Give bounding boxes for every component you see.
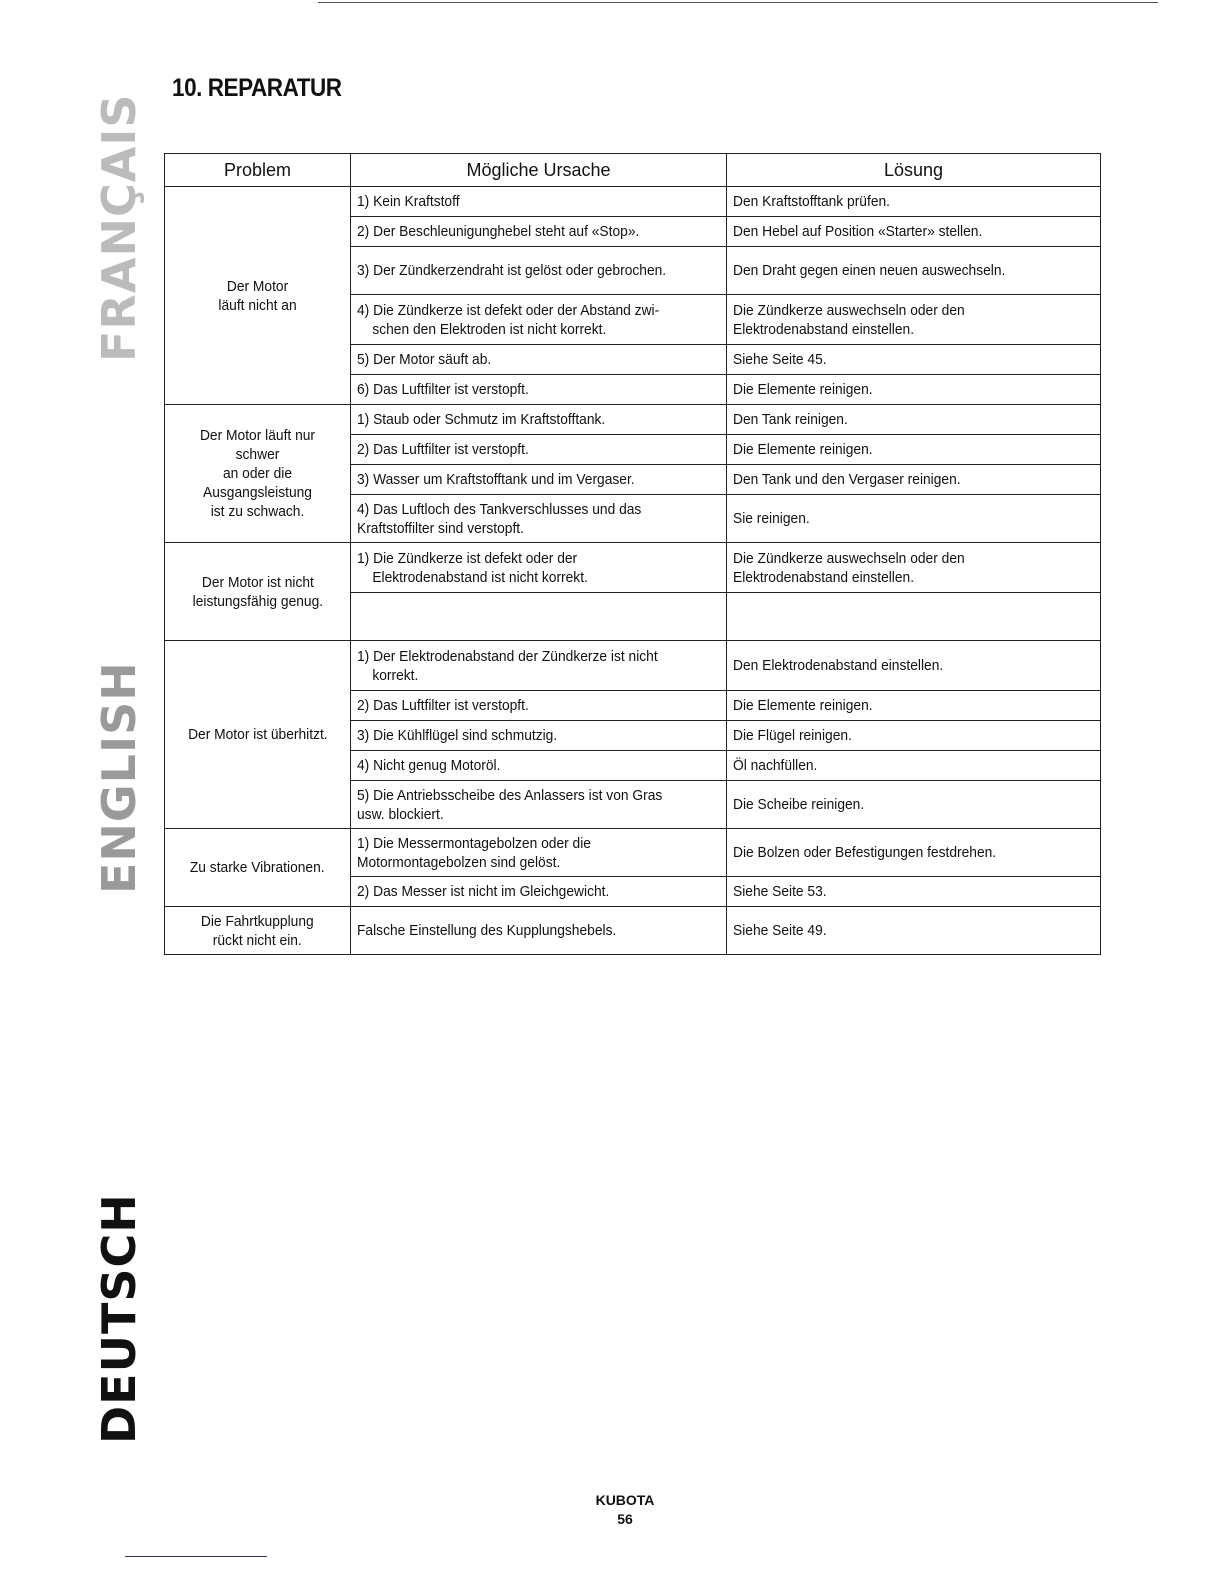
cell-text: Die Flügel reinigen. — [733, 727, 852, 744]
header-problem: Problem — [165, 154, 351, 187]
cell-text: Öl nachfüllen. — [733, 757, 818, 774]
solution-cell — [727, 295, 1101, 345]
solution-cell — [727, 345, 1101, 375]
cell-text: 4) Nicht genug Motoröl. — [357, 757, 501, 774]
cell-text: Siehe Seite 53. — [733, 883, 827, 900]
side-tab-francais: FRANÇAIS — [92, 93, 146, 362]
cell-text: Der Motor ist überhitzt. — [187, 726, 328, 743]
solution-cell — [727, 405, 1101, 435]
cell-text: 1) Die Messermontagebolzen oder die Motormontagebolzen sind gelöst. — [357, 834, 591, 871]
solution-cell — [727, 465, 1101, 495]
problem-cell — [165, 907, 351, 955]
repair-table — [164, 153, 1101, 955]
cell-text: 3) Wasser um Kraftstofftank und im Vergaser. — [357, 471, 635, 488]
side-tab-deutsch: DEUTSCH — [92, 1193, 146, 1444]
cell-text: 2) Das Luftfilter ist verstopft. — [357, 441, 529, 458]
solution-cell — [727, 907, 1101, 955]
cell-text: 1) Kein Kraftstoff — [357, 193, 460, 210]
cell-text: 1) Staub oder Schmutz im Kraftstofftank. — [357, 411, 606, 428]
cell-text: Die Zündkerze auswechseln oder den Elektrodenabstand einstellen. — [733, 549, 965, 586]
cell-text: Die Fahrtkupplung rückt nicht ein. — [201, 912, 314, 949]
cause-cell — [351, 495, 727, 543]
footer-brand: KUBOTA — [595, 1492, 655, 1508]
cause-cell — [351, 187, 727, 217]
top-rule — [318, 2, 1158, 3]
cell-text: Den Tank reinigen. — [733, 411, 848, 428]
page-number: 56 — [617, 1511, 633, 1527]
solution-cell — [727, 543, 1101, 593]
cell-text: Die Bolzen oder Befestigungen festdrehen. — [733, 844, 997, 861]
solution-cell — [727, 641, 1101, 691]
solution-cell — [727, 435, 1101, 465]
cause-cell — [351, 907, 727, 955]
cell-text: 2) Das Luftfilter ist verstopft. — [357, 697, 529, 714]
cell-text: Die Elemente reinigen. — [733, 441, 873, 458]
cell-text: 3) Die Kühlflügel sind schmutzig. — [357, 727, 558, 744]
table-body — [165, 187, 1101, 955]
table-row — [165, 187, 1101, 217]
table-row — [165, 641, 1101, 691]
cell-text: Zu starke Vibrationen. — [190, 859, 325, 876]
solution-cell — [727, 593, 1101, 641]
header-solution: Lösung — [727, 154, 1101, 187]
cell-text: Der Motor ist nicht leistungsfähig genug. — [192, 573, 323, 610]
solution-cell — [727, 217, 1101, 247]
cell-text: Den Draht gegen einen neuen auswechseln. — [733, 262, 1006, 279]
solution-cell — [727, 781, 1101, 829]
cell-text: Der Motor läuft nicht an — [218, 277, 297, 314]
cell-text: 4) Die Zündkerze ist defekt oder der Abstand zwi- schen den Elektroden ist nicht korrekt. — [357, 301, 660, 338]
cause-cell — [351, 465, 727, 495]
cell-text: Den Kraftstofftank prüfen. — [733, 193, 891, 210]
cause-cell — [351, 247, 727, 295]
cell-text: 1) Die Zündkerze ist defekt oder der Elektrodenabstand ist nicht korrekt. — [357, 549, 588, 586]
cause-cell — [351, 877, 727, 907]
solution-cell — [727, 721, 1101, 751]
cause-cell — [351, 593, 727, 641]
cause-cell — [351, 435, 727, 465]
cause-cell — [351, 405, 727, 435]
problem-cell — [165, 187, 351, 405]
cause-cell — [351, 641, 727, 691]
solution-cell — [727, 247, 1101, 295]
table-header-row — [165, 154, 1101, 187]
header-cause: Mögliche Ursache — [351, 154, 727, 187]
table-row — [165, 829, 1101, 877]
cause-cell — [351, 829, 727, 877]
cell-text: 6) Das Luftfilter ist verstopft. — [357, 381, 529, 398]
cell-text: Die Elemente reinigen. — [733, 381, 873, 398]
cause-cell — [351, 217, 727, 247]
cell-text: Die Elemente reinigen. — [733, 697, 873, 714]
solution-cell — [727, 375, 1101, 405]
solution-cell — [727, 691, 1101, 721]
cell-text: Falsche Einstellung des Kupplungshebels. — [357, 922, 617, 939]
cell-text: 2) Der Beschleunigunghebel steht auf «Stop». — [357, 223, 640, 240]
cause-cell — [351, 375, 727, 405]
cause-cell — [351, 295, 727, 345]
cell-text: 3) Der Zündkerzendraht ist gelöst oder gebrochen. — [357, 262, 667, 279]
page-title: 10. REPARATUR — [172, 74, 342, 102]
cause-cell — [351, 751, 727, 781]
problem-cell — [165, 641, 351, 829]
cell-text: 2) Das Messer ist nicht im Gleichgewicht. — [357, 883, 610, 900]
cause-cell — [351, 721, 727, 751]
cause-cell — [351, 781, 727, 829]
cell-text: 4) Das Luftloch des Tankverschlusses und das Kraftstoffilter sind verstopft. — [357, 500, 642, 537]
cell-text: 1) Der Elektrodenabstand der Zündkerze ist nicht korrekt. — [357, 647, 658, 684]
solution-cell — [727, 829, 1101, 877]
solution-cell — [727, 751, 1101, 781]
solution-cell — [727, 187, 1101, 217]
cell-text: Den Hebel auf Position «Starter» stellen. — [733, 223, 983, 240]
problem-cell — [165, 543, 351, 641]
side-tab-english: ENGLISH — [92, 661, 146, 894]
cause-cell — [351, 543, 727, 593]
cell-text: Siehe Seite 45. — [733, 351, 827, 368]
bottom-rule — [125, 1556, 267, 1557]
cell-text: Den Elektrodenabstand einstellen. — [733, 657, 944, 674]
cell-text: Die Scheibe reinigen. — [733, 796, 865, 813]
problem-cell — [165, 829, 351, 907]
cell-text: Der Motor läuft nur schwer an oder die Ausgangsleistung ist zu schwach. — [199, 427, 316, 520]
cell-text: Die Zündkerze auswechseln oder den Elektrodenabstand einstellen. — [733, 301, 965, 338]
problem-cell — [165, 405, 351, 543]
cell-text: Siehe Seite 49. — [733, 922, 827, 939]
table-row — [165, 543, 1101, 593]
solution-cell — [727, 495, 1101, 543]
cell-text: Sie reinigen. — [733, 510, 810, 527]
cause-cell — [351, 691, 727, 721]
cell-text: 5) Der Motor säuft ab. — [357, 351, 492, 368]
solution-cell — [727, 877, 1101, 907]
cell-text: Den Tank und den Vergaser reinigen. — [733, 471, 961, 488]
cause-cell — [351, 345, 727, 375]
cell-text: 5) Die Antriebsscheibe des Anlassers ist von Gras usw. blockiert. — [357, 786, 663, 823]
table-row — [165, 907, 1101, 955]
table-row — [165, 405, 1101, 435]
